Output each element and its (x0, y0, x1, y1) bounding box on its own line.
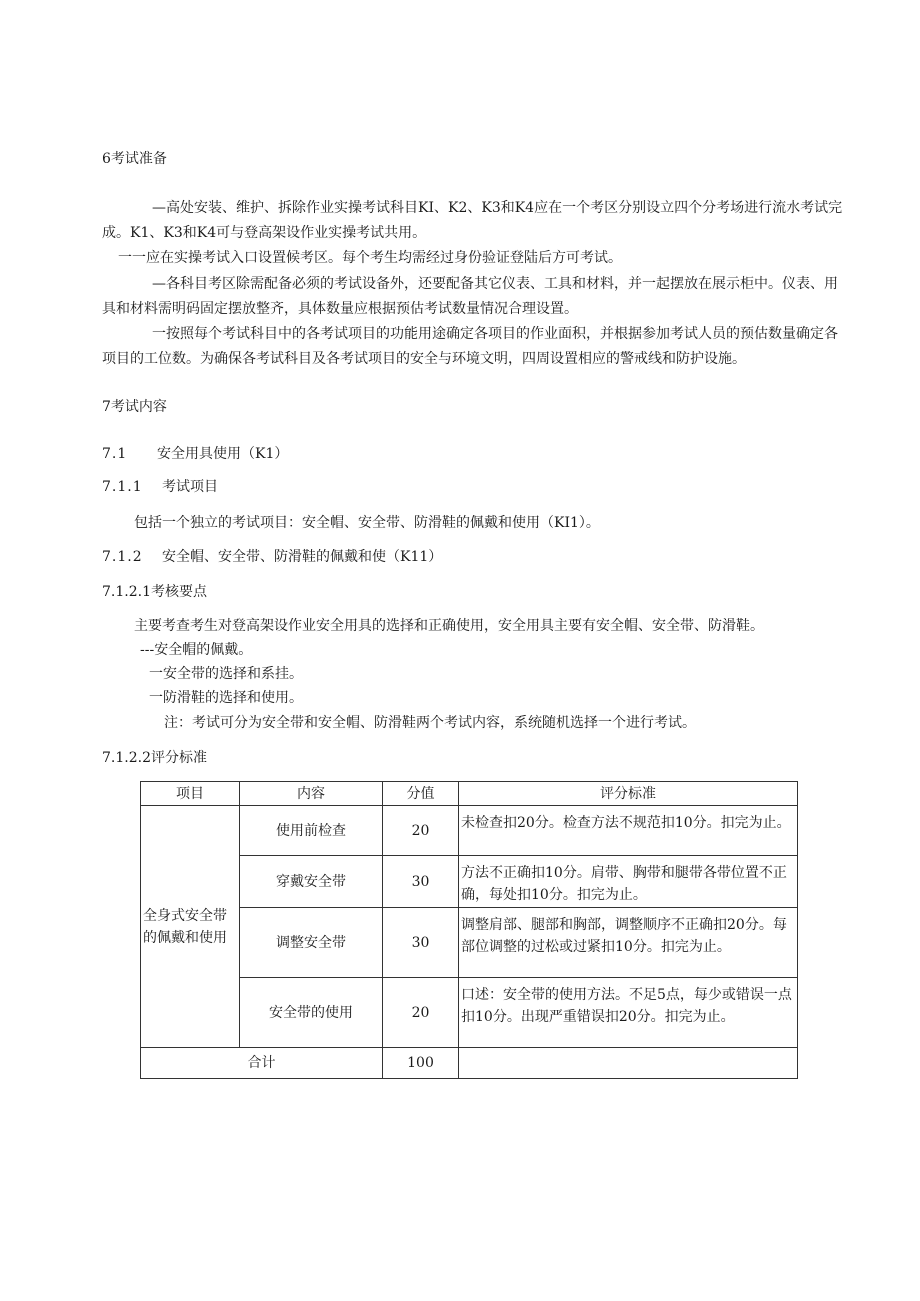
total-score: 100 (383, 1048, 459, 1079)
content-cell: 穿戴安全带 (240, 856, 383, 908)
table-total-row (141, 1048, 798, 1079)
table-row (141, 978, 798, 1048)
score-cell: 20 (383, 978, 459, 1048)
bullet-shoes: 一防滑鞋的选择和使用。 (149, 690, 303, 706)
section-6-para-1-line-1: —高处安装、维护、拆除作业实操考试科目KI、K2、K3和K4应在一个考区分别设立四个分考场进行流水考试完 (152, 200, 843, 216)
header-criteria: 评分标准 (459, 782, 798, 806)
criteria-cell: 调整肩部、腿部和胸部，调整顺序不正确扣20分。每部位调整的过松或过紧扣10分。扣完为止。 (459, 908, 798, 978)
bullet-belt: 一安全带的选择和系挂。 (149, 666, 303, 682)
section-7-1-2-number: 7.1.2 (102, 549, 143, 565)
total-criteria (459, 1048, 798, 1079)
header-project: 项目 (141, 782, 240, 806)
section-7-1-2-2-heading: 7.1.2.2评分标准 (102, 750, 207, 766)
section-7-1-1-title: 考试项目 (162, 479, 218, 495)
section-7-1-2-1-note: 注：考试可分为安全带和安全帽、防滑鞋两个考试内容，系统随机选择一个进行考试。 (164, 715, 696, 731)
content-cell: 使用前检查 (240, 806, 383, 856)
total-label: 合计 (141, 1048, 383, 1079)
section-6-para-3-line-1: —各科目考区除需配备必须的考试设备外，还要配备其它仪表、工具和材料，并一起摆放在展示柜中。仪表、用 (152, 276, 838, 292)
section-7-heading: 7考试内容 (102, 399, 167, 415)
section-6-para-4-line-2: 项目的工位数。为确保各考试科目及各考试项目的安全与环境文明，四周设置相应的警戒线和防护设施。 (102, 351, 746, 367)
header-score: 分值 (383, 782, 459, 806)
section-7-1-number: 7.1 (102, 446, 128, 462)
score-cell: 30 (383, 856, 459, 908)
score-cell: 20 (383, 806, 459, 856)
section-6-para-2: 一一应在实操考试入口设置候考区。每个考生均需经过身份验证登陆后方可考试。 (118, 250, 622, 266)
section-6-para-3-line-2: 具和材料需明码固定摆放整齐，具体数量应根据预估考试数量情况合理设置。 (102, 301, 578, 317)
section-7-1-title: 安全用具使用（K1） (157, 446, 289, 462)
criteria-cell: 方法不正确扣10分。肩带、胸带和腿带各带位置不正确，每处扣10分。扣完为止。 (459, 856, 798, 908)
table-row (141, 806, 798, 856)
criteria-cell: 未检查扣20分。检查方法不规范扣10分。扣完为止。 (459, 806, 798, 856)
table-row (141, 856, 798, 908)
table-header-row (141, 782, 798, 806)
header-content: 内容 (240, 782, 383, 806)
content-cell: 调整安全带 (240, 908, 383, 978)
project-cell: 全身式安全带的佩戴和使用 (141, 806, 240, 1048)
content-cell: 安全带的使用 (240, 978, 383, 1048)
section-6-para-4-line-1: 一按照每个考试科目中的各考试项目的功能用途确定各项目的作业面积，并根据参加考试人员的预估数量确定各 (152, 326, 838, 342)
table-row (141, 908, 798, 978)
section-6-para-1-line-2: 成。K1、K3和K4可与登高架设作业实操考试共用。 (102, 225, 427, 241)
section-7-1-1-text: 包括一个独立的考试项目：安全帽、安全带、防滑鞋的佩戴和使用（KI1）。 (134, 515, 600, 531)
score-cell: 30 (383, 908, 459, 978)
criteria-cell: 口述：安全带的使用方法。不足5点，每少或错误一点扣10分。出现严重错误扣20分。扣完为止。 (459, 978, 798, 1048)
section-6-heading: 6考试准备 (102, 151, 167, 167)
section-7-1-1-number: 7.1.1 (102, 479, 143, 495)
scoring-table (140, 781, 798, 1079)
bullet-helmet: ---安全帽的佩戴。 (140, 642, 253, 658)
section-7-1-2-1-heading: 7.1.2.1考核要点 (102, 584, 207, 600)
section-7-1-2-title: 安全帽、安全带、防滑鞋的佩戴和使（K11） (162, 549, 443, 565)
section-7-1-2-1-text: 主要考查考生对登高架设作业安全用具的选择和正确使用，安全用具主要有安全帽、安全带、防滑鞋。 (134, 618, 764, 634)
